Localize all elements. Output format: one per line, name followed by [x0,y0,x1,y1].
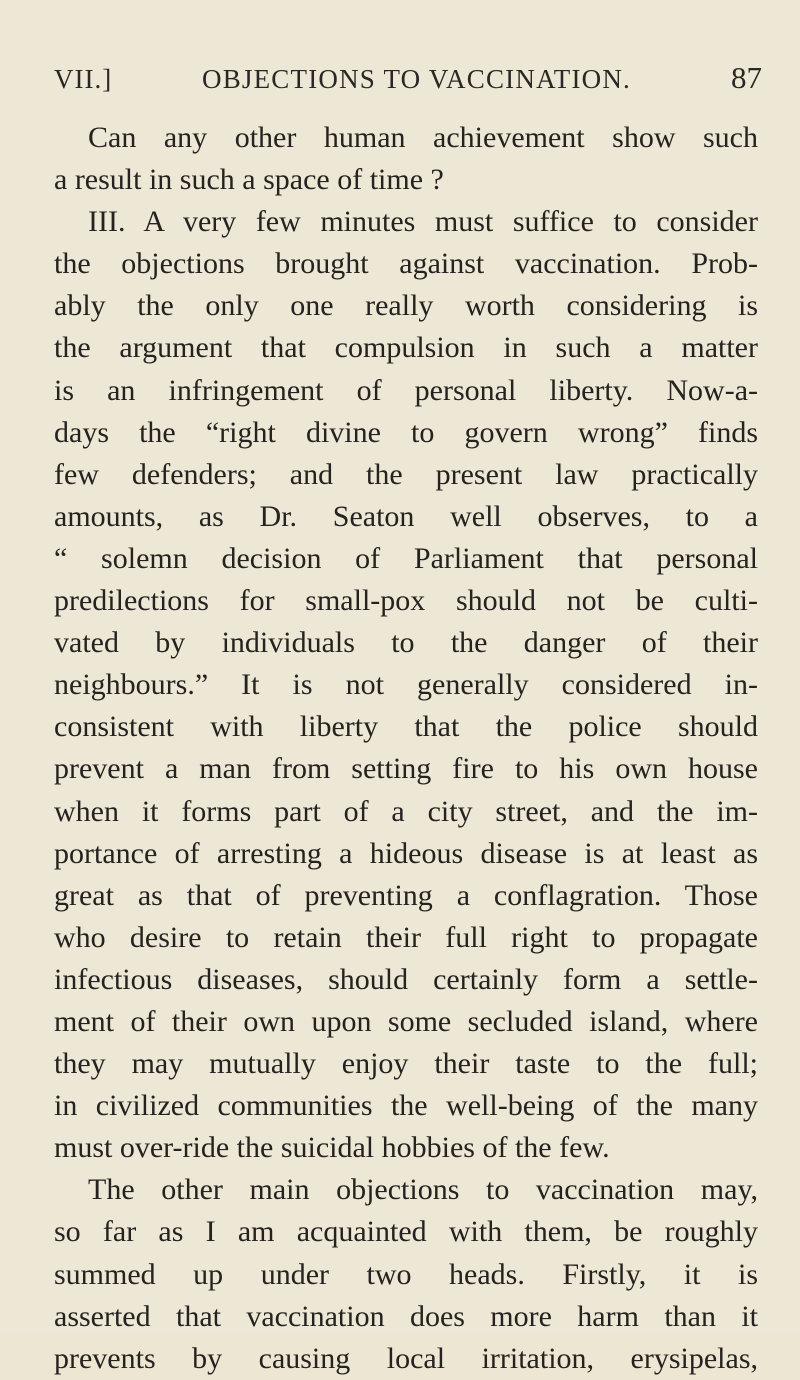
text-line: the argument that compulsion in such a matter [54,331,758,365]
text-line: neighbours.” It is not generally considered in- [54,668,758,702]
text-line: a result in such a space of time ? [54,163,444,197]
text-line: ably the only one really worth considering is [54,289,758,323]
text-line: in civilized communities the well-being of the many [54,1089,758,1123]
text-line: III. A very few minutes must suffice to consider [88,205,758,239]
page-number: 87 [731,60,762,95]
text-line: “ solemn decision of Parliament that personal [54,541,758,575]
text-line: prevent a man from setting fire to his own house [54,752,758,786]
text-line: summed up under two heads. Firstly, it is [54,1257,758,1291]
text-line: amounts, as Dr. Seaton well observes, to a [54,499,758,533]
body-text [54,117,758,1380]
text-line: they may mutually enjoy their taste to the full; [54,1047,758,1081]
text-line: is an infringement of personal liberty. Now-a- [54,373,758,407]
text-line: must over-ride the suicidal hobbies of the few. [54,1131,610,1165]
text-line: ment of their own upon some secluded island, where [54,1004,758,1038]
text-line: predilections for small-pox should not be culti- [54,584,758,618]
page-header [54,60,762,104]
text-line: who desire to retain their full right to propagate [54,920,758,954]
text-line: infectious diseases, should certainly form a settle- [54,962,758,996]
text-line: great as that of preventing a conflagration. Those [54,878,758,912]
text-line: consistent with liberty that the police should [54,710,758,744]
text-line: asserted that vaccination does more harm than it [54,1299,758,1333]
text-line: prevents by causing local irritation, erysipelas, [54,1341,758,1375]
text-line: The other main objections to vaccination may, [88,1173,758,1207]
chapter-number: VII.] [54,64,113,94]
running-title: OBJECTIONS TO VACCINATION. [202,64,632,94]
text-line: the objections brought against vaccination. Prob- [54,247,758,281]
text-line: so far as I am acquainted with them, be roughly [54,1215,758,1249]
text-line: portance of arresting a hideous disease is at least as [54,836,758,870]
text-line: when it forms part of a city street, and the im- [54,794,758,828]
text-line: days the “right divine to govern wrong” finds [54,415,758,449]
text-line: vated by individuals to the danger of their [54,626,758,660]
text-line: Can any other human achievement show such [88,121,758,154]
text-line: few defenders; and the present law practically [54,457,758,491]
